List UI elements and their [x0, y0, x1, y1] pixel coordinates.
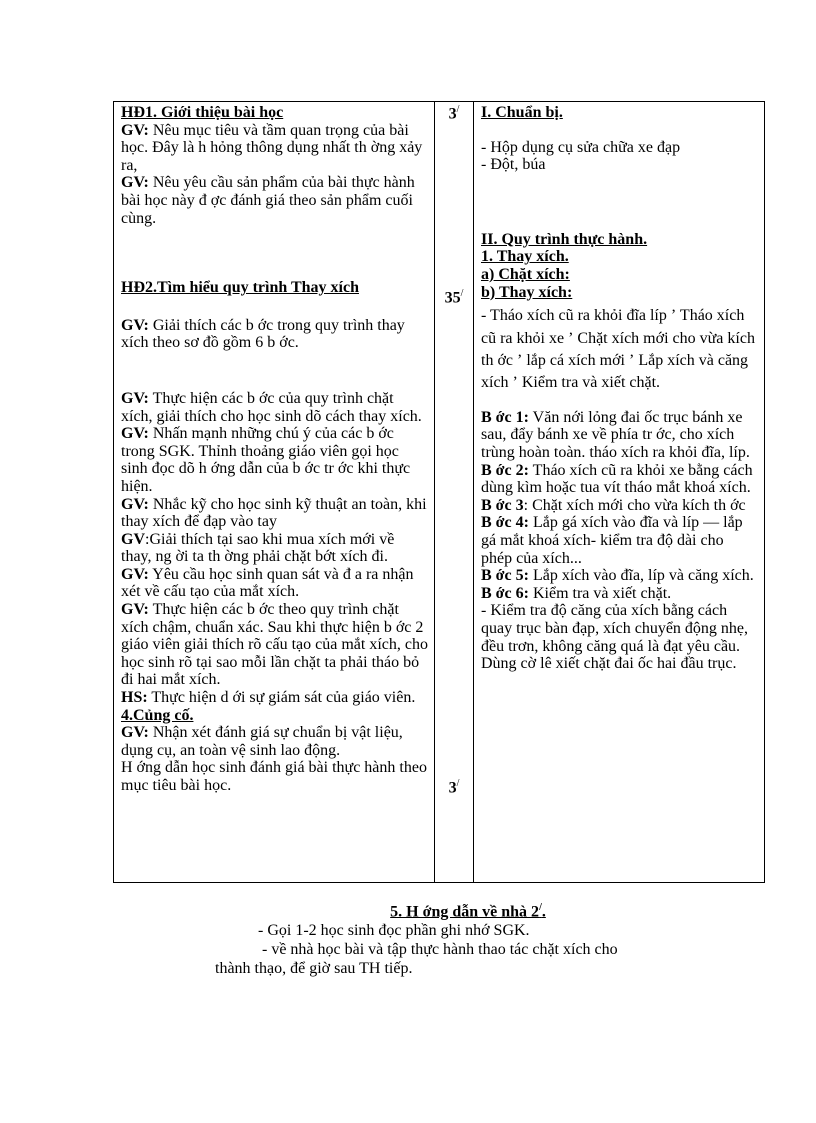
- check-description: - Kiểm tra độ căng của xích bằng cách quay trục bàn đạp, xích chuyển động nhẹ, đều trơn, không căng quá là đạt yêu cầu. Dùng cờ lê xiết chặt đai ốc hai đầu trục.: [481, 602, 749, 673]
- step-1: B ớc 1: Văn nới lỏng đai ốc trục bánh xe sau, đẩy bánh xe về phía tr ớc, cho xích trùng hoàn toàn. tháo xích ra khỏi đĩa, líp.: [481, 408, 750, 461]
- section-2-title: II. Quy trình thực hành.: [481, 230, 648, 248]
- prep-item-2: - Đột, búa: [481, 156, 546, 174]
- hd1-title: HĐ1. Giới thiệu bài học: [121, 104, 284, 121]
- hd2-paragraph-5: GV:Giải thích tại sao khi mua xích mới về thay, ng ời ta th ờng phải chặt bớt xích đi.: [121, 530, 395, 566]
- hd2-paragraph-3: GV: Nhấn mạnh những chú ý của các b ớc trong SGK. Thỉnh thoảng giáo viên gọi học sinh đọc dõ h ớng dẫn của b ớc tr ớc khi thực hiện.: [121, 425, 411, 495]
- teacher-activities-column: [114, 102, 435, 883]
- homework-line-1: - Gọi 1-2 học sinh đọc phần ghi nhớ SGK.: [258, 922, 530, 940]
- hd3-title: 4.Củng cố.: [121, 706, 194, 724]
- hd2-title: HĐ2.Tìm hiểu quy trình Thay xích: [121, 279, 359, 297]
- homework-line-3: thành thạo, để giờ sau TH tiếp.: [215, 960, 413, 978]
- section-2-sub-3: b) Thay xích:: [481, 283, 573, 301]
- homework-line-2: - về nhà học bài và tập thực hành thao tác chặt xích cho: [262, 941, 618, 959]
- section-1-title: I. Chuẩn bị.: [481, 104, 563, 121]
- prep-item-1: - Hộp dụng cụ sửa chữa xe đạp: [481, 138, 681, 156]
- hd3-paragraph-1: GV: Nhận xét đánh giá sự chuẩn bị vật liệu, dụng cụ, an toàn vệ sinh lao động.: [121, 724, 403, 759]
- time-column: [435, 102, 474, 883]
- section-2-sub-2: a) Chặt xích:: [481, 265, 570, 283]
- step-3: B ớc 3: Chặt xích mới cho vừa kích th ớc: [481, 496, 746, 514]
- step-5: B ớc 5: Lắp xích vào đĩa, líp và căng xích.: [481, 567, 754, 585]
- hd3-paragraph-2: H ớng dẫn học sinh đánh giá bài thực hành theo mục tiêu bài học.: [121, 759, 427, 794]
- step-6: B ớc 6: Kiểm tra và xiết chặt.: [481, 584, 672, 602]
- time-hd3: 3/: [448, 778, 460, 797]
- hd1-paragraph-2: GV: Nêu yêu cầu sản phẩm của bài thực hành bài học này đ ợc đánh giá theo sản phẩm cuối cùng.: [121, 174, 415, 227]
- hd2-paragraph-8: HS: Thực hiện d ới sự giám sát của giáo viên.: [121, 689, 416, 707]
- time-hd2: 35/: [444, 288, 464, 307]
- hd2-paragraph-1: GV: Giải thích các b ớc trong quy trình thay xích theo sơ đồ gồm 6 b ớc.: [121, 316, 405, 352]
- step-4: B ớc 4: Lắp gá xích vào đĩa và líp — lắp gá mắt khoá xích- kiểm tra độ dài cho phép của xích...: [481, 514, 743, 567]
- hd2-paragraph-4: GV: Nhắc kỹ cho học sinh kỹ thuật an toàn, khi thay xích để đạp vào tay: [121, 495, 427, 531]
- step-2: B ớc 2: Tháo xích cũ ra khỏi xe bằng cách dùng kìm hoặc tua vít tháo mắt khoá xích.: [481, 461, 753, 497]
- homework-section: [0, 898, 816, 978]
- lesson-table: [113, 101, 765, 883]
- time-hd1: 3/: [448, 104, 460, 123]
- hd2-paragraph-6: GV: Yêu cầu học sinh quan sát và đ a ra nhận xét về cấu tạo của mắt xích.: [121, 565, 414, 601]
- content-column: [474, 102, 765, 883]
- hd1-paragraph-1: GV: Nêu mục tiêu và tầm quan trọng của bài học. Đây là h hỏng thông dụng nhất th ờng xảy ra,: [121, 121, 423, 174]
- section-2-sub-1: 1. Thay xích.: [481, 248, 569, 266]
- hd2-paragraph-2: GV: Thực hiện các b ớc của quy trình chặt xích, giải thích cho học sinh dõ cách thay xích.: [121, 389, 422, 425]
- hd2-paragraph-7: GV: Thực hiện các b ớc theo quy trình chặt xích chậm, chuẩn xác. Sau khi thực hiện b ớc 2 giáo viên giải thích rõ cấu tạo của mắt xích, cho học sinh rõ tại sao mỗi lần chặt ta phải tháo bỏ đi hai mắt xích.: [121, 601, 428, 689]
- flow-description: - Tháo xích cũ ra khỏi đĩa líp ʼ Tháo xích cũ ra khỏi xe ʼ Chặt xích mới cho vừa kích th ớc ʼ lắp cá xích mới ʼ Lắp xích và căng xích ʼ Kiểm tra và xiết chặt.: [481, 307, 755, 392]
- homework-heading: 5. H ớng dẫn về nhà 2/.: [390, 902, 546, 921]
